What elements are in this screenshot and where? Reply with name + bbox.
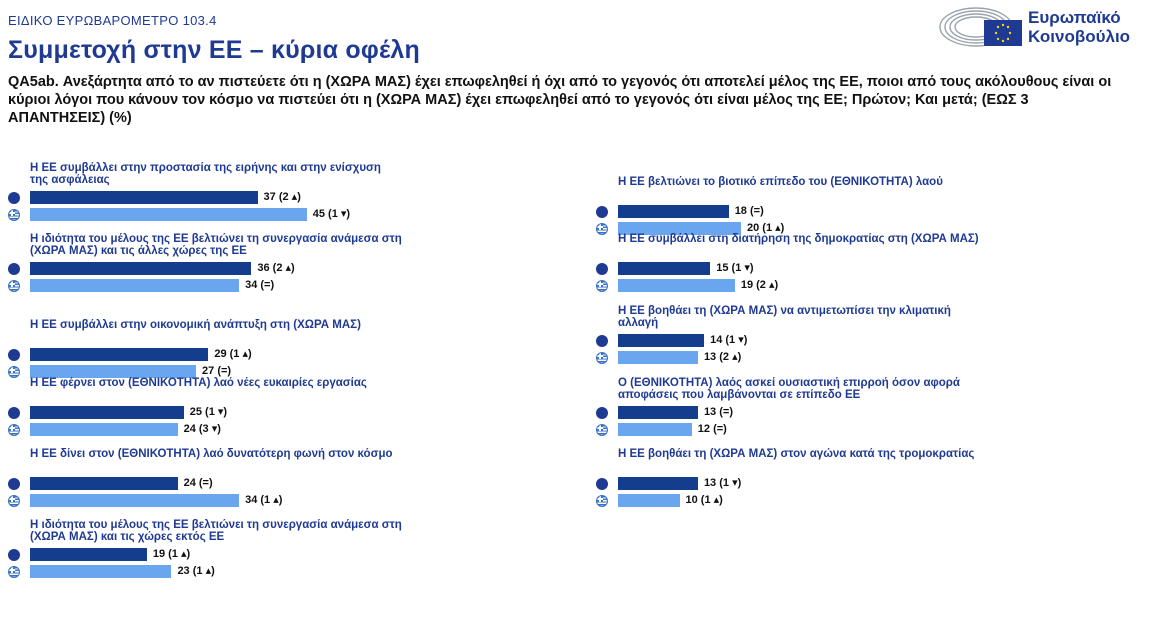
- bar-eu: [30, 406, 184, 419]
- greece-flag-icon: [8, 366, 20, 378]
- value-label: 23 (1 ▴): [177, 565, 215, 577]
- greece-flag-icon: [596, 495, 608, 507]
- value-label: 12 (=): [697, 423, 727, 435]
- bar-greece: [30, 423, 178, 436]
- value-label: 13 (1 ▾): [703, 477, 742, 489]
- value-label: 20 (1 ▴): [747, 222, 785, 234]
- greece-flag-icon: [8, 495, 20, 507]
- bar-eu: [30, 548, 147, 561]
- greece-flag-icon: [596, 352, 608, 364]
- eu-icon: [596, 335, 608, 347]
- flag-cross: [9, 567, 15, 573]
- bar-greece: [30, 208, 307, 221]
- greece-flag-icon: [8, 209, 20, 221]
- bar-eu: [618, 406, 698, 419]
- eu-icon: [596, 263, 608, 275]
- bar-greece: [618, 494, 680, 507]
- value-label: 15 (1 ▾): [716, 262, 754, 274]
- category-label: Η ΕΕ φέρνει στον (ΕΘΝΙΚΟΤΗΤΑ) λαό νέες ευκαιρίες εργασίας: [30, 377, 367, 389]
- bar-eu: [618, 205, 729, 218]
- category-label: Η ΕΕ δίνει στον (ΕΘΝΙΚΟΤΗΤΑ) λαό δυνατότερη φωνή στον κόσμο: [30, 448, 393, 460]
- flag-cross: [9, 281, 15, 287]
- bar-greece: [30, 494, 239, 507]
- flag-cross: [597, 281, 603, 287]
- flag-cross: [597, 353, 603, 359]
- eu-icon: [8, 549, 20, 561]
- eu-icon: [8, 349, 20, 361]
- bar-eu: [30, 477, 178, 490]
- greece-flag-icon: [596, 424, 608, 436]
- value-label: 27 (=): [202, 365, 232, 377]
- greece-flag-icon: [8, 566, 20, 578]
- value-label: 24 (=): [183, 477, 213, 489]
- bar-greece: [618, 351, 698, 364]
- category-label: Η ΕΕ συμβάλλει στην προστασία της ειρήνης και στην ενίσχυση της ασφάλειας: [30, 162, 381, 186]
- parliament-logo: [936, 3, 1161, 49]
- eu-icon: [8, 407, 20, 419]
- bar-eu: [618, 477, 698, 490]
- bar-eu: [30, 348, 208, 361]
- logo-text: [1028, 8, 1130, 46]
- value-label: 13 (2 ▴): [703, 351, 742, 363]
- value-label: 45 (1 ▾): [312, 208, 351, 220]
- logo-line-1: Ευρωπαϊκό: [1028, 8, 1121, 27]
- value-label: 25 (1 ▾): [189, 406, 228, 418]
- category-label: Η ΕΕ συμβάλλει στη διατήρηση της δημοκρατίας στη (ΧΩΡΑ ΜΑΣ): [618, 233, 979, 245]
- value-label: 10 (1 ▴): [685, 494, 723, 506]
- value-label: 19 (2 ▴): [740, 279, 779, 291]
- bar-eu: [30, 262, 251, 275]
- greece-flag-icon: [8, 424, 20, 436]
- eu-icon: [8, 478, 20, 490]
- parliament-emblem-icon: [936, 3, 1026, 49]
- eu-icon: [8, 263, 20, 275]
- flag-cross: [9, 210, 15, 216]
- greece-flag-icon: [8, 280, 20, 292]
- flag-cross: [597, 496, 603, 502]
- bar-eu: [30, 191, 258, 204]
- question-text: QA5ab. Ανεξάρτητα από το αν πιστεύετε ότι η (ΧΩΡΑ ΜΑΣ) έχει επωφεληθεί ή όχι από το γεγονός ότι αποτελεί μέλος της ΕΕ, ποιοι από τους ακόλουθους είναι οι κύριοι λόγοι που κάνουν τον κόσμο να πιστεύει ότι η (ΧΩΡΑ ΜΑΣ) έχει επωφεληθεί από το γεγονός ότι είναι μέλος της ΕΕ; Πρώτον; Και μετά; (ΕΩΣ 3 ΑΠΑΝΤΗΣΕΙΣ) (%): [8, 74, 1112, 126]
- category-label: Η ΕΕ βελτιώνει το βιοτικό επίπεδο του (ΕΘΝΙΚΟΤΗΤΑ) λαού: [618, 176, 943, 188]
- greece-flag-icon: [596, 280, 608, 292]
- logo-line-2: Κοινοβούλιο: [1028, 27, 1131, 46]
- eu-icon: [596, 407, 608, 419]
- bar-greece: [618, 423, 692, 436]
- bar-greece: [618, 279, 735, 292]
- flag-cross: [597, 224, 603, 230]
- value-label: 29 (1 ▴): [214, 348, 252, 360]
- bar-eu: [618, 334, 704, 347]
- value-label: 19 (1 ▴): [152, 548, 191, 560]
- flag-cross: [9, 367, 15, 373]
- eu-icon: [596, 478, 608, 490]
- category-label: Η ΕΕ βοηθάει τη (ΧΩΡΑ ΜΑΣ) στον αγώνα κατά της τρομοκρατίας: [618, 448, 975, 460]
- value-label: 14 (1 ▾): [710, 334, 748, 346]
- flag-cross: [9, 496, 15, 502]
- flag-cross: [597, 425, 603, 431]
- value-label: 13 (=): [703, 406, 733, 418]
- value-label: 36 (2 ▴): [257, 262, 295, 274]
- value-label: 24 (3 ▾): [183, 423, 221, 435]
- category-label: Η ιδιότητα του μέλους της ΕΕ βελτιώνει τη συνεργασία ανάμεσα στη (ΧΩΡΑ ΜΑΣ) και τις άλλες χώρες της ΕΕ: [30, 233, 402, 257]
- greece-flag-icon: [596, 223, 608, 235]
- value-label: 34 (1 ▴): [245, 494, 283, 506]
- category-label: Ο (ΕΘΝΙΚΟΤΗΤΑ) λαός ασκεί ουσιαστική επιρροή όσον αφορά αποφάσεις που λαμβάνονται σε επίπεδο ΕΕ: [618, 377, 960, 401]
- category-label: Η ιδιότητα του μέλους της ΕΕ βελτιώνει τη συνεργασία ανάμεσα στη (ΧΩΡΑ ΜΑΣ) και τις χώρες εκτός ΕΕ: [30, 519, 402, 543]
- value-label: 18 (=): [734, 205, 764, 217]
- value-label: 34 (=): [245, 279, 275, 291]
- survey-label: ΕΙΔΙΚΟ ΕΥΡΩΒΑΡΟΜΕΤΡΟ 103.4: [8, 13, 217, 28]
- bar-greece: [30, 565, 171, 578]
- eu-icon: [8, 192, 20, 204]
- bar-greece: [30, 279, 239, 292]
- value-label: 37 (2 ▴): [263, 191, 301, 203]
- category-label: Η ΕΕ βοηθάει τη (ΧΩΡΑ ΜΑΣ) να αντιμετωπίσει την κλιματική αλλαγή: [618, 305, 951, 329]
- page-title: Συμμετοχή στην ΕΕ – κύρια οφέλη: [8, 36, 420, 64]
- flag-cross: [9, 425, 15, 431]
- category-label: Η ΕΕ συμβάλλει στην οικονομική ανάπτυξη στη (ΧΩΡΑ ΜΑΣ): [30, 319, 361, 331]
- eu-icon: [596, 206, 608, 218]
- bar-eu: [618, 262, 710, 275]
